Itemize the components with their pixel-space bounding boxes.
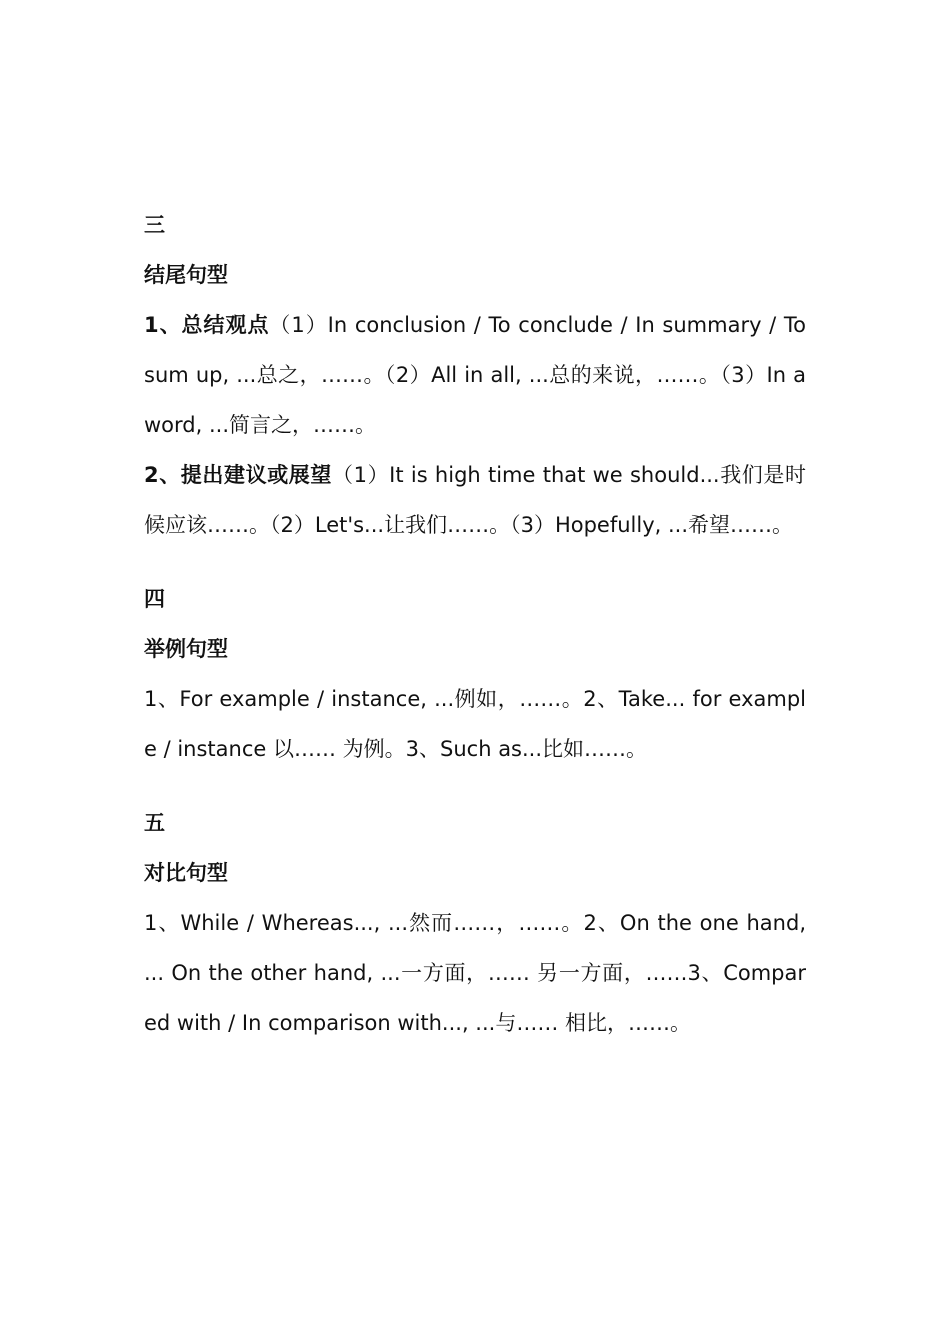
item-2-heading: 2、提出建议或展望 <box>144 463 333 487</box>
section-3-number: 三 <box>144 213 165 237</box>
section-3-item-2 <box>144 450 806 550</box>
section-gap <box>144 774 806 798</box>
item-1-heading: 1、总结观点 <box>144 313 270 337</box>
item-1-text: （1）In conclusion / To conclude / In summary / To sum up, ...总之，……。（2）All in all, ...总的来说，……。（3）In a word, ...简言之，……。 <box>144 313 806 437</box>
section-5-title: 对比句型 <box>144 861 228 885</box>
section-gap <box>144 550 806 574</box>
section-3-item-1 <box>144 300 806 450</box>
document-page <box>144 200 806 1048</box>
section-5-number: 五 <box>144 811 165 835</box>
section-3-title: 结尾句型 <box>144 263 228 287</box>
section-4-title: 举例句型 <box>144 637 228 661</box>
item-2-text: （1）It is high time that we should...我们是时候应该……。（2）Let's...让我们……。（3）Hopefully, ...希望……。 <box>144 463 806 537</box>
section-5-text: 1、While / Whereas..., ...然而……，……。2、On the one hand, ... On the other hand, ...一方面，…… 另一方面，……3、Compared with / In comparison with..., ...与…… 相比，……。 <box>144 911 806 1035</box>
section-4-text: 1、For example / instance, ...例如，……。2、Take... for example / instance 以…… 为例。3、Such as...比如……。 <box>144 687 806 761</box>
section-4-number: 四 <box>144 587 165 611</box>
